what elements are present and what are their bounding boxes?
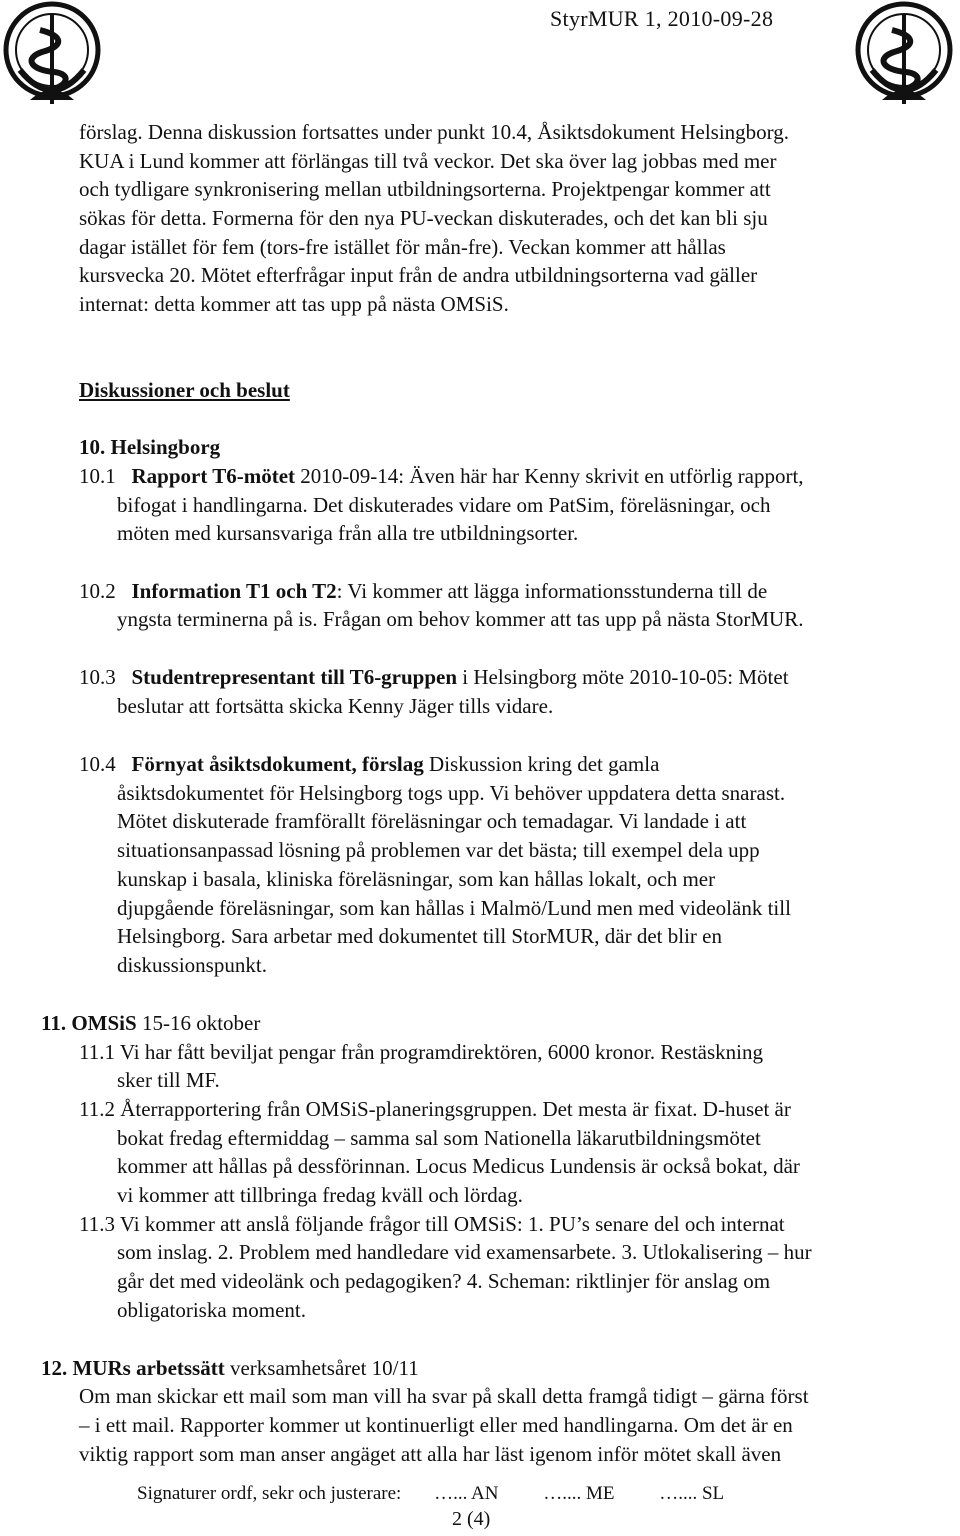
item-heading: Studentrepresentant till T6-gruppen (131, 665, 458, 689)
item-10-4-line: åsiktsdokumentet för Helsingborg togs upp. Vi behöver uppdatera detta snarast. (117, 781, 786, 805)
item-10-1-line (79, 462, 804, 490)
item-10-1-line: bifogat i handlingarna. Det diskuterades vidare om PatSim, föreläsningar, och (117, 493, 771, 517)
item-title: 11. OMSiS (41, 1011, 137, 1035)
item-text: i Helsingborg möte 2010-10-05: Mötet (457, 665, 789, 689)
item-10-2-line (79, 577, 767, 605)
intro-line: och tydligare synkronisering mellan utbildningsorterna. Projektpengar kommer att (79, 177, 771, 201)
item-title-rest: verksamhetsåret 10/11 (224, 1356, 419, 1380)
item-11-3-line: går det med videolänk och pedagogiken? 4. Scheman: riktlinjer för anslag om (117, 1269, 771, 1293)
item-11-2-line: 11.2 Återrapportering från OMSiS-planeringsgruppen. Det mesta är fixat. D-huset är (79, 1097, 791, 1121)
item-number: 10.1 (79, 464, 116, 488)
signature-label: Signaturer ordf, sekr och justerare: (137, 1483, 402, 1504)
item-11-1-line: 11.1 Vi har fått beviljat pengar från programdirektören, 6000 kronor. Restäskning (79, 1040, 763, 1064)
item-heading: Rapport T6-mötet (131, 464, 296, 488)
item-text: Diskussion kring det gamla (423, 752, 660, 776)
item-12-title (41, 1354, 419, 1382)
signature-sl: ….... SL (659, 1483, 725, 1504)
item-text: 2010-09-14: Även här har Kenny skrivit en utförlig rapport, (295, 464, 804, 488)
item-11-2-line: bokat fredag eftermiddag – samma sal som Nationella läkarutbildningsmötet (117, 1126, 761, 1150)
item-text: : Vi kommer att lägga informationsstunderna till de (336, 579, 768, 603)
item-heading: Förnyat åsiktsdokument, förslag (131, 752, 424, 776)
item-10-4-line: djupgående föreläsningar, som kan hållas i Malmö/Lund men med videolänk till (117, 896, 791, 920)
signature-line (137, 1483, 724, 1505)
intro-line: kursvecka 20. Mötet efterfrågar input från de andra utbildningsorterna vad gäller (79, 263, 758, 287)
intro-line: dagar istället för fem (tors-fre istället för mån-fre). Veckan kommer att hållas (79, 235, 726, 259)
item-10-4-line: Helsingborg. Sara arbetar med dokumentet till StorMUR, där det blir en (117, 924, 722, 948)
section-heading: Diskussioner och beslut (79, 378, 290, 402)
intro-line: KUA i Lund kommer att förlängas till två veckor. Det ska över lag jobbas med mer (79, 149, 777, 173)
item-12-line: – i ett mail. Rapporter kommer ut kontinuerligt eller med handlingarna. Om det är en (79, 1413, 793, 1437)
item-10-4-line: Mötet diskuterade framförallt föreläsningar och temadagar. Vi landade i att (117, 809, 747, 833)
item-11-2-line: kommer att hållas på dessförinnan. Locus Medicus Lundensis är också bokat, där (117, 1154, 800, 1178)
item-10-4-line: diskussionspunkt. (117, 953, 267, 977)
item-12-line: viktig rapport som man anser angäget att alla har läst igenom inför mötet skall även (79, 1442, 782, 1466)
item-11-3-line: som inslag. 2. Problem med handledare vid examensarbete. 3. Utlokalisering – hur (117, 1240, 812, 1264)
item-heading: Information T1 och T2 (131, 579, 337, 603)
item-10-2-line: yngsta terminerna på is. Frågan om behov kommer att tas upp på nästa StorMUR. (117, 607, 804, 631)
society-logo-right (854, 0, 954, 108)
item-11-2-line: vi kommer att tillbringa fredag kväll och lördag. (117, 1183, 523, 1207)
document-header-title: StyrMUR 1, 2010-09-28 (550, 6, 774, 31)
signature-me: ….... ME (543, 1483, 615, 1504)
item-11-3-line: 11.3 Vi kommer att anslå följande frågor till OMSiS: 1. PU’s senare del och internat (79, 1212, 785, 1236)
item-10-4-line: situationsanpassad lösning på problemen var det bästa; till exempel dela upp (117, 838, 760, 862)
page-number: 2 (4) (452, 1508, 491, 1530)
intro-line: förslag. Denna diskussion fortsattes under punkt 10.4, Åsiktsdokument Helsingborg. (79, 120, 790, 144)
item-11-title (41, 1009, 260, 1037)
item-11-1-line: sker till MF. (117, 1068, 220, 1092)
item-12-line: Om man skickar ett mail som man vill ha svar på skall detta framgå tidigt – gärna först (79, 1384, 809, 1408)
item-title: 12. MURs arbetssätt (41, 1356, 225, 1380)
intro-line: sökas för detta. Formerna för den nya PU-veckan diskuterades, och det kan bli sju (79, 206, 768, 230)
society-logo-left (2, 0, 102, 108)
item-number: 10.4 (79, 752, 116, 776)
signature-an: …... AN (434, 1483, 499, 1504)
intro-line: internat: detta kommer att tas upp på nästa OMSiS. (79, 292, 509, 316)
item-number: 10.2 (79, 579, 116, 603)
item-number: 10.3 (79, 665, 116, 689)
item-10-4-line: kunskap i basala, kliniska föreläsningar, som kan hållas lokalt, och mer (117, 867, 716, 891)
item-10-title: 10. Helsingborg (79, 435, 221, 459)
item-title-rest: 15-16 oktober (136, 1011, 261, 1035)
item-10-4-line (79, 750, 659, 778)
item-10-3-line: beslutar att fortsätta skicka Kenny Jäger tills vidare. (117, 694, 554, 718)
item-10-3-line (79, 663, 789, 691)
item-11-3-line: obligatoriska moment. (117, 1298, 306, 1322)
item-10-1-line: möten med kursansvariga från alla tre utbildningsorter. (117, 521, 579, 545)
